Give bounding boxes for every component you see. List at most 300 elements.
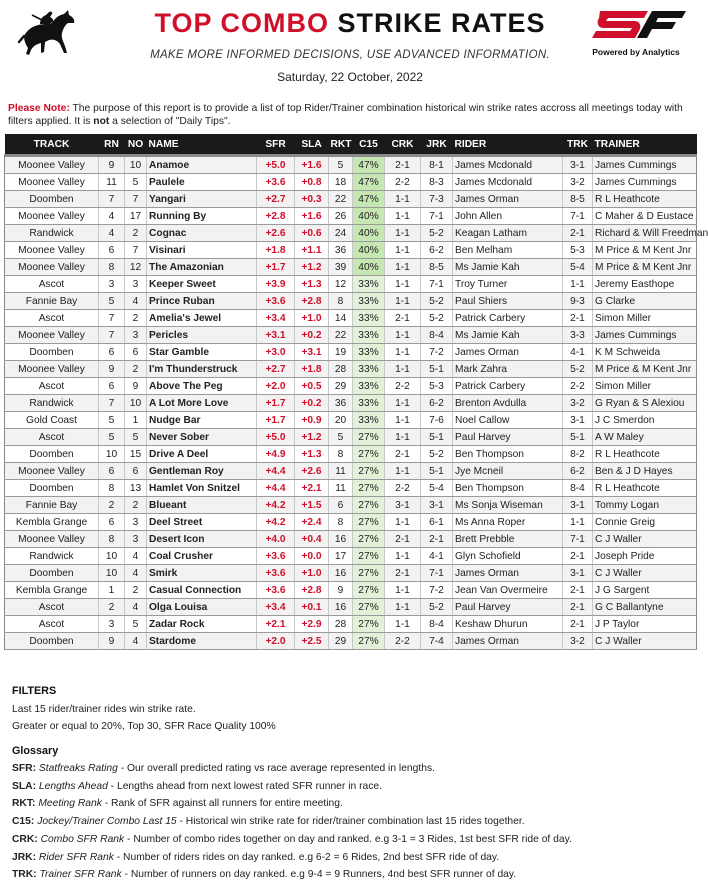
- strike-rates-table: [4, 134, 708, 650]
- c15-cell: 33%: [353, 344, 385, 361]
- crk-cell: 1-1: [385, 463, 421, 480]
- rider-cell: Troy Turner: [453, 276, 563, 293]
- rkt-cell: 20: [329, 412, 353, 429]
- glossary-desc: - Number of riders rides on day ranked. e.g 6-2 = 6 Rides, 2nd best SFR ride of day.: [113, 851, 500, 863]
- filter-line: Greater or equal to 20%, Top 30, SFR Race Quality 100%: [12, 721, 276, 732]
- race-number-cell: 6: [99, 344, 125, 361]
- sla-cell: +1.5: [295, 497, 329, 514]
- trainer-cell: M Price & M Kent Jnr: [593, 361, 697, 378]
- please-note: [8, 102, 692, 128]
- trainer-cell: James Cummings: [593, 156, 697, 174]
- track-cell: Moonee Valley: [5, 242, 99, 259]
- horse-number-cell: 4: [125, 633, 147, 650]
- race-number-cell: 10: [99, 548, 125, 565]
- table-row: [5, 582, 697, 599]
- track-cell: Doomben: [5, 344, 99, 361]
- col-no: NO: [125, 134, 147, 156]
- sla-cell: +1.0: [295, 310, 329, 327]
- trk-cell: 2-1: [563, 582, 593, 599]
- race-number-cell: 3: [99, 276, 125, 293]
- trk-cell: 8-2: [563, 446, 593, 463]
- rkt-cell: 8: [329, 446, 353, 463]
- horse-name-cell: Above The Peg: [147, 378, 257, 395]
- track-cell: Kembla Grange: [5, 582, 99, 599]
- race-number-cell: 9: [99, 361, 125, 378]
- sfr-cell: +4.2: [257, 514, 295, 531]
- trk-cell: 8-5: [563, 191, 593, 208]
- sfr-cell: +5.0: [257, 429, 295, 446]
- sla-cell: +1.0: [295, 565, 329, 582]
- trk-cell: 9-3: [563, 293, 593, 310]
- jrk-cell: 8-1: [421, 156, 453, 174]
- sfr-cell: +3.6: [257, 582, 295, 599]
- trainer-cell: Joseph Pride: [593, 548, 697, 565]
- rider-cell: John Allen: [453, 208, 563, 225]
- horse-number-cell: 10: [125, 156, 147, 174]
- glossary-term: Trainer SFR Rank: [39, 869, 122, 881]
- trainer-cell: A W Maley: [593, 429, 697, 446]
- track-cell: Ascot: [5, 429, 99, 446]
- crk-cell: 1-1: [385, 276, 421, 293]
- sfr-cell: +2.0: [257, 378, 295, 395]
- horse-number-cell: 3: [125, 276, 147, 293]
- c15-cell: 33%: [353, 361, 385, 378]
- horse-number-cell: 12: [125, 259, 147, 276]
- glossary-key: JRK:: [12, 851, 37, 863]
- track-cell: Moonee Valley: [5, 361, 99, 378]
- glossary-item: [12, 795, 572, 813]
- rkt-cell: 36: [329, 395, 353, 412]
- track-cell: Moonee Valley: [5, 208, 99, 225]
- col-jrk: JRK: [421, 134, 453, 156]
- rider-cell: James Orman: [453, 191, 563, 208]
- track-cell: Gold Coast: [5, 412, 99, 429]
- jrk-cell: 2-1: [421, 531, 453, 548]
- jrk-cell: 5-2: [421, 599, 453, 616]
- trainer-cell: C J Waller: [593, 531, 697, 548]
- trk-cell: 5-1: [563, 429, 593, 446]
- trainer-cell: G C Ballantyne: [593, 599, 697, 616]
- title-part-1: TOP COMBO: [154, 8, 329, 38]
- crk-cell: 1-1: [385, 361, 421, 378]
- track-cell: Doomben: [5, 191, 99, 208]
- sfr-cell: +3.6: [257, 174, 295, 191]
- horse-number-cell: 7: [125, 191, 147, 208]
- trk-cell: 2-1: [563, 310, 593, 327]
- horse-number-cell: 4: [125, 565, 147, 582]
- rider-cell: James Orman: [453, 565, 563, 582]
- col-sla: SLA: [295, 134, 329, 156]
- sla-cell: +0.4: [295, 531, 329, 548]
- track-cell: Moonee Valley: [5, 531, 99, 548]
- table-row: [5, 633, 697, 650]
- col-trainer: TRAINER: [593, 134, 697, 156]
- sla-cell: +0.6: [295, 225, 329, 242]
- race-number-cell: 8: [99, 480, 125, 497]
- horse-number-cell: 5: [125, 174, 147, 191]
- sfr-cell: +4.0: [257, 531, 295, 548]
- race-number-cell: 8: [99, 259, 125, 276]
- horse-number-cell: 17: [125, 208, 147, 225]
- glossary-term: Rider SFR Rank: [38, 851, 114, 863]
- rider-cell: Glyn Schofield: [453, 548, 563, 565]
- sla-cell: +2.8: [295, 582, 329, 599]
- sfr-cell: +2.8: [257, 208, 295, 225]
- rkt-cell: 8: [329, 293, 353, 310]
- rider-cell: Jye Mcneil: [453, 463, 563, 480]
- rider-cell: Mark Zahra: [453, 361, 563, 378]
- rkt-cell: 11: [329, 463, 353, 480]
- c15-cell: 33%: [353, 276, 385, 293]
- c15-cell: 27%: [353, 531, 385, 548]
- horse-name-cell: Star Gamble: [147, 344, 257, 361]
- race-number-cell: 5: [99, 412, 125, 429]
- horse-number-cell: 10: [125, 395, 147, 412]
- sla-cell: +2.6: [295, 463, 329, 480]
- jrk-cell: 7-6: [421, 412, 453, 429]
- track-cell: Fannie Bay: [5, 497, 99, 514]
- crk-cell: 2-1: [385, 446, 421, 463]
- c15-cell: 27%: [353, 463, 385, 480]
- sfr-cell: +2.1: [257, 616, 295, 633]
- rider-cell: Ben Thompson: [453, 446, 563, 463]
- sla-cell: +2.8: [295, 293, 329, 310]
- trainer-cell: Connie Greig: [593, 514, 697, 531]
- c15-cell: 40%: [353, 225, 385, 242]
- glossary-key: RKT:: [12, 798, 36, 810]
- c15-cell: 27%: [353, 446, 385, 463]
- horse-number-cell: 13: [125, 480, 147, 497]
- rider-cell: James Mcdonald: [453, 156, 563, 174]
- trk-cell: 3-2: [563, 395, 593, 412]
- rider-cell: Ms Jamie Kah: [453, 327, 563, 344]
- track-cell: Moonee Valley: [5, 463, 99, 480]
- jrk-cell: 7-1: [421, 276, 453, 293]
- race-number-cell: 5: [99, 429, 125, 446]
- c15-cell: 33%: [353, 327, 385, 344]
- table-row: [5, 548, 697, 565]
- jrk-cell: 3-1: [421, 497, 453, 514]
- horse-name-cell: Desert Icon: [147, 531, 257, 548]
- rider-cell: Brett Prebble: [453, 531, 563, 548]
- crk-cell: 1-1: [385, 616, 421, 633]
- trk-cell: 5-3: [563, 242, 593, 259]
- rkt-cell: 16: [329, 565, 353, 582]
- rider-cell: Ben Thompson: [453, 480, 563, 497]
- page-subtitle: MAKE MORE INFORMED DECISIONS, USE ADVANCED INFORMATION.: [150, 49, 550, 61]
- horse-name-cell: Paulele: [147, 174, 257, 191]
- race-number-cell: 5: [99, 293, 125, 310]
- sfr-cell: +1.8: [257, 242, 295, 259]
- race-number-cell: 7: [99, 191, 125, 208]
- crk-cell: 1-1: [385, 429, 421, 446]
- trainer-cell: C J Waller: [593, 633, 697, 650]
- jrk-cell: 5-4: [421, 480, 453, 497]
- trainer-cell: James Cummings: [593, 327, 697, 344]
- sfr-cell: +2.7: [257, 361, 295, 378]
- race-number-cell: 2: [99, 599, 125, 616]
- glossary-heading: Glossary: [12, 745, 59, 757]
- crk-cell: 1-1: [385, 191, 421, 208]
- trainer-cell: Jeremy Easthope: [593, 276, 697, 293]
- rider-cell: James Orman: [453, 344, 563, 361]
- rkt-cell: 5: [329, 156, 353, 174]
- c15-cell: 47%: [353, 156, 385, 174]
- trk-cell: 3-2: [563, 174, 593, 191]
- glossary-desc: - Historical win strike rate for rider/trainer combination last 15 rides together.: [176, 816, 525, 828]
- trk-cell: 3-3: [563, 327, 593, 344]
- c15-cell: 47%: [353, 191, 385, 208]
- race-number-cell: 11: [99, 174, 125, 191]
- table-row: [5, 429, 697, 446]
- horse-number-cell: 7: [125, 242, 147, 259]
- table-row: [5, 480, 697, 497]
- trk-cell: 5-4: [563, 259, 593, 276]
- glossary-desc: - Number of runners on day ranked. e.g 9-4 = 9 Runners, 4nd best SFR runner of day.: [121, 869, 517, 881]
- track-cell: Moonee Valley: [5, 156, 99, 174]
- trainer-cell: J P Taylor: [593, 616, 697, 633]
- race-number-cell: 2: [99, 497, 125, 514]
- trk-cell: 3-1: [563, 497, 593, 514]
- glossary-item: [12, 849, 572, 867]
- rkt-cell: 22: [329, 191, 353, 208]
- jrk-cell: 5-2: [421, 446, 453, 463]
- rkt-cell: 36: [329, 242, 353, 259]
- filters-section: [12, 685, 276, 735]
- track-cell: Ascot: [5, 599, 99, 616]
- trainer-cell: R L Heathcote: [593, 191, 697, 208]
- glossary-item: [12, 831, 572, 849]
- glossary-key: SFR:: [12, 763, 37, 774]
- track-cell: Randwick: [5, 225, 99, 242]
- crk-cell: 2-1: [385, 156, 421, 174]
- glossary-term: Jockey/Trainer Combo Last 15: [37, 816, 177, 828]
- table-row: [5, 463, 697, 480]
- race-number-cell: 7: [99, 327, 125, 344]
- jrk-cell: 7-3: [421, 191, 453, 208]
- crk-cell: 1-1: [385, 208, 421, 225]
- rider-cell: Keshaw Dhurun: [453, 616, 563, 633]
- track-cell: Fannie Bay: [5, 293, 99, 310]
- race-number-cell: 8: [99, 531, 125, 548]
- race-number-cell: 1: [99, 582, 125, 599]
- table-row: [5, 446, 697, 463]
- track-cell: Randwick: [5, 548, 99, 565]
- c15-cell: 27%: [353, 633, 385, 650]
- crk-cell: 2-1: [385, 565, 421, 582]
- horse-number-cell: 2: [125, 582, 147, 599]
- trk-cell: 7-1: [563, 531, 593, 548]
- sfr-cell: +3.6: [257, 565, 295, 582]
- glossary-term: Lengths Ahead: [38, 780, 108, 792]
- sla-cell: +1.2: [295, 259, 329, 276]
- rkt-cell: 11: [329, 480, 353, 497]
- table-row: [5, 208, 697, 225]
- rider-cell: Ms Jamie Kah: [453, 259, 563, 276]
- jrk-cell: 7-1: [421, 565, 453, 582]
- sla-cell: +0.2: [295, 395, 329, 412]
- sla-cell: +3.1: [295, 344, 329, 361]
- table-row: [5, 599, 697, 616]
- horse-number-cell: 3: [125, 327, 147, 344]
- trainer-cell: R L Heathcote: [593, 480, 697, 497]
- trk-cell: 2-1: [563, 616, 593, 633]
- rkt-cell: 29: [329, 378, 353, 395]
- glossary-key: TRK:: [12, 869, 37, 881]
- rkt-cell: 28: [329, 361, 353, 378]
- c15-cell: 47%: [353, 174, 385, 191]
- track-cell: Doomben: [5, 565, 99, 582]
- rkt-cell: 6: [329, 497, 353, 514]
- sla-cell: +1.6: [295, 208, 329, 225]
- horse-name-cell: Deel Street: [147, 514, 257, 531]
- horse-name-cell: Anamoe: [147, 156, 257, 174]
- horse-number-cell: 9: [125, 378, 147, 395]
- horse-number-cell: 4: [125, 293, 147, 310]
- table-row: [5, 497, 697, 514]
- jrk-cell: 5-1: [421, 463, 453, 480]
- track-cell: Ascot: [5, 310, 99, 327]
- jrk-cell: 7-1: [421, 208, 453, 225]
- sfr-cell: +3.6: [257, 293, 295, 310]
- col-sfr: SFR: [257, 134, 295, 156]
- c15-cell: 27%: [353, 497, 385, 514]
- col-rn: RN: [99, 134, 125, 156]
- table-row: [5, 395, 697, 412]
- sla-cell: +0.5: [295, 378, 329, 395]
- rider-cell: Patrick Carbery: [453, 310, 563, 327]
- c15-cell: 33%: [353, 293, 385, 310]
- glossary-desc: - Rank of SFR against all runners for entire meeting.: [101, 798, 343, 810]
- powered-by-label: Powered by Analytics: [592, 47, 680, 57]
- brand-logo: [588, 5, 688, 45]
- rkt-cell: 9: [329, 582, 353, 599]
- rkt-cell: 24: [329, 225, 353, 242]
- col-name: NAME: [147, 134, 257, 156]
- race-number-cell: 7: [99, 395, 125, 412]
- table-row: [5, 412, 697, 429]
- horse-number-cell: 2: [125, 225, 147, 242]
- track-cell: Moonee Valley: [5, 174, 99, 191]
- horse-name-cell: Keeper Sweet: [147, 276, 257, 293]
- trk-cell: 3-2: [563, 633, 593, 650]
- crk-cell: 1-1: [385, 327, 421, 344]
- sfr-cell: +2.0: [257, 633, 295, 650]
- trk-cell: 3-1: [563, 565, 593, 582]
- jrk-cell: 5-2: [421, 225, 453, 242]
- table-row: [5, 310, 697, 327]
- crk-cell: 1-1: [385, 599, 421, 616]
- c15-cell: 40%: [353, 208, 385, 225]
- sfr-cell: +3.9: [257, 276, 295, 293]
- glossary-term: Combo SFR Rank: [40, 833, 125, 845]
- trainer-cell: Ben & J D Hayes: [593, 463, 697, 480]
- trainer-cell: M Price & M Kent Jnr: [593, 259, 697, 276]
- rider-cell: Brenton Avdulla: [453, 395, 563, 412]
- track-cell: Doomben: [5, 446, 99, 463]
- horse-number-cell: 15: [125, 446, 147, 463]
- horse-number-cell: 5: [125, 429, 147, 446]
- glossary-desc: - Our overall predicted rating vs race average represented in lengths.: [117, 763, 435, 774]
- sla-cell: +2.1: [295, 480, 329, 497]
- race-number-cell: 6: [99, 514, 125, 531]
- sla-cell: +0.8: [295, 174, 329, 191]
- col-trk: TRK: [563, 134, 593, 156]
- crk-cell: 1-1: [385, 548, 421, 565]
- horse-name-cell: Amelia's Jewel: [147, 310, 257, 327]
- trk-cell: 1-1: [563, 514, 593, 531]
- jrk-cell: 8-4: [421, 616, 453, 633]
- horse-name-cell: Casual Connection: [147, 582, 257, 599]
- crk-cell: 1-1: [385, 344, 421, 361]
- crk-cell: 2-1: [385, 310, 421, 327]
- horse-number-cell: 5: [125, 616, 147, 633]
- trainer-cell: Richard & Will Freedman: [593, 225, 697, 242]
- horse-number-cell: 2: [125, 361, 147, 378]
- c15-cell: 27%: [353, 480, 385, 497]
- horse-name-cell: Pericles: [147, 327, 257, 344]
- crk-cell: 1-1: [385, 514, 421, 531]
- trainer-cell: Simon Miller: [593, 378, 697, 395]
- rider-cell: Paul Harvey: [453, 429, 563, 446]
- table-row: [5, 616, 697, 633]
- c15-cell: 27%: [353, 565, 385, 582]
- sfr-cell: +2.7: [257, 191, 295, 208]
- table-row: [5, 156, 697, 174]
- glossary-term: Statfreaks Rating: [38, 763, 118, 774]
- horse-number-cell: 6: [125, 463, 147, 480]
- crk-cell: 1-1: [385, 293, 421, 310]
- crk-cell: 1-1: [385, 242, 421, 259]
- track-cell: Doomben: [5, 480, 99, 497]
- rkt-cell: 5: [329, 429, 353, 446]
- horse-name-cell: Blueant: [147, 497, 257, 514]
- jrk-cell: 5-1: [421, 429, 453, 446]
- rkt-cell: 16: [329, 531, 353, 548]
- track-cell: Doomben: [5, 633, 99, 650]
- rkt-cell: 29: [329, 633, 353, 650]
- horse-number-cell: 2: [125, 310, 147, 327]
- jrk-cell: 7-4: [421, 633, 453, 650]
- race-number-cell: 6: [99, 463, 125, 480]
- sfr-cell: +1.7: [257, 259, 295, 276]
- jrk-cell: 8-4: [421, 327, 453, 344]
- sla-cell: +1.6: [295, 156, 329, 174]
- sfr-cell: +5.0: [257, 156, 295, 174]
- glossary-item: [12, 760, 572, 778]
- report-date: Saturday, 22 October, 2022: [277, 70, 423, 84]
- trainer-cell: J C Smerdon: [593, 412, 697, 429]
- c15-cell: 33%: [353, 395, 385, 412]
- trk-cell: 2-1: [563, 548, 593, 565]
- rkt-cell: 12: [329, 276, 353, 293]
- rider-cell: Paul Harvey: [453, 599, 563, 616]
- trainer-cell: C Maher & D Eustace: [593, 208, 697, 225]
- filter-line: Last 15 rider/trainer rides win strike rate.: [12, 704, 196, 715]
- crk-cell: 1-1: [385, 395, 421, 412]
- glossary-key: SLA:: [12, 780, 37, 792]
- glossary-item: [12, 866, 572, 884]
- jrk-cell: 5-2: [421, 293, 453, 310]
- horse-number-cell: 4: [125, 599, 147, 616]
- sla-cell: +0.1: [295, 599, 329, 616]
- race-number-cell: 6: [99, 242, 125, 259]
- jrk-cell: 4-1: [421, 548, 453, 565]
- sla-cell: +2.9: [295, 616, 329, 633]
- col-crk: CRK: [385, 134, 421, 156]
- horse-name-cell: Prince Ruban: [147, 293, 257, 310]
- c15-cell: 27%: [353, 582, 385, 599]
